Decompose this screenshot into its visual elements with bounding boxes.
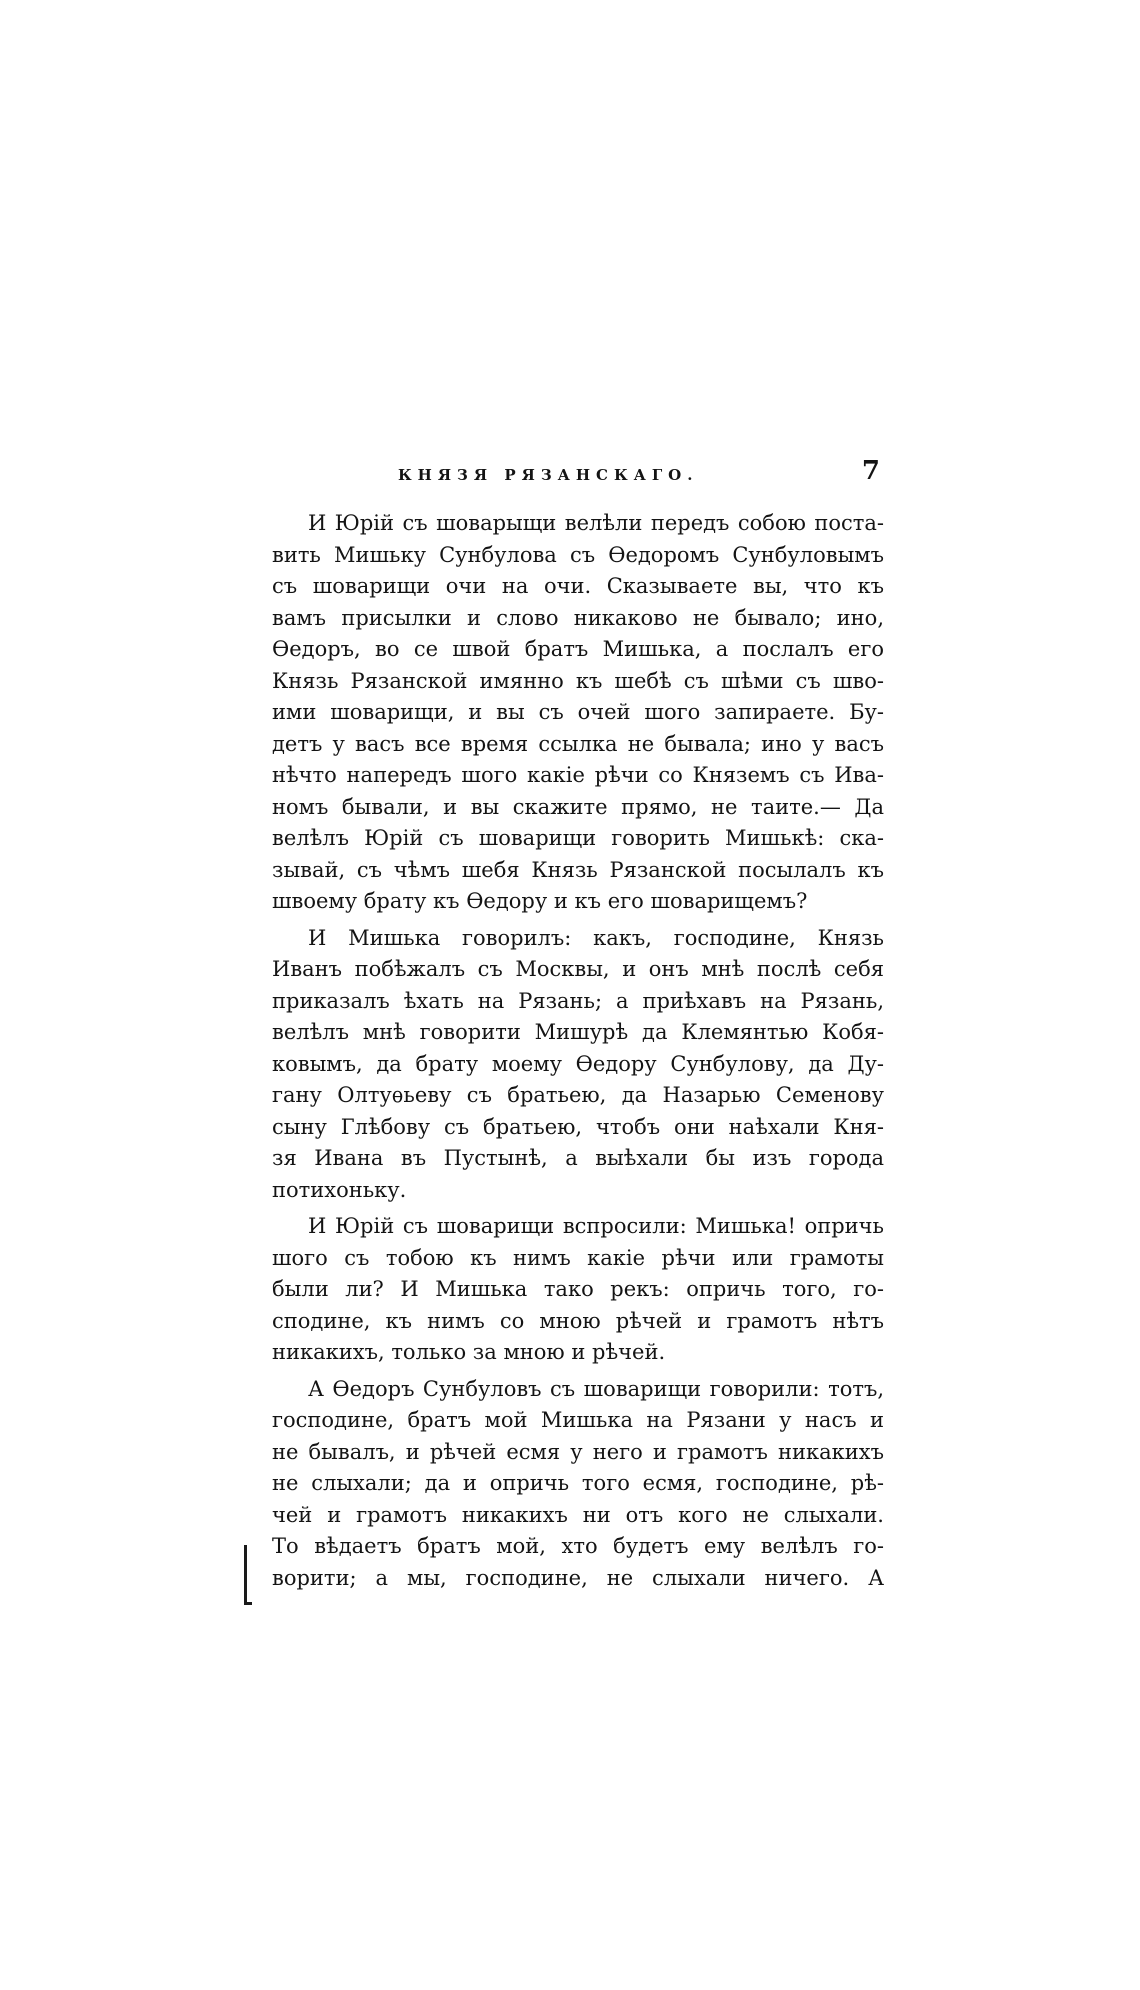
page-number: 7: [861, 456, 880, 486]
text-line: нѣчто напередъ шого какіе рѣчи со Княземъ съ Ива-: [272, 763, 884, 787]
text-line: были ли? И Мишька тако рекъ: опричь того, го-: [272, 1277, 884, 1301]
text-line: Иванъ побѣжалъ съ Москвы, и онъ мнѣ послѣ себя: [272, 957, 884, 981]
text-line: детъ у васъ все время ссылка не бывала; ино у васъ: [272, 731, 884, 756]
text-line: Князь Рязанской имянно къ шебѣ съ шѣми съ шво-: [272, 668, 884, 693]
text-line: Ѳедоръ, во се швой братъ Мишька, а послалъ его: [272, 637, 884, 661]
text-line: И Юрій съ шоварищи вспросили: Мишька! опричь: [308, 1214, 884, 1238]
running-title: КНЯЗЯ РЯЗАНСКАГО.: [398, 466, 699, 484]
text-line: никакихъ, только за мною и рѣчей.: [272, 1340, 666, 1364]
text-line: А Ѳедоръ Сунбуловъ съ шоварищи говорили: тотъ,: [308, 1376, 884, 1401]
text-line: не слыхали; да и опричь того есмя, господине, рѣ-: [272, 1471, 884, 1495]
text-line: швоему брату къ Ѳедору и къ его шоварищемъ?: [272, 889, 808, 913]
text-line: велѣлъ Юрій съ шоварищи говорить Мишькѣ: ска-: [272, 826, 884, 850]
text-line: господине, братъ мой Мишька на Рязани у насъ и: [272, 1408, 884, 1432]
text-line: То вѣдаетъ братъ мой, хто будетъ ему велѣлъ го-: [272, 1534, 884, 1558]
paragraph-2: [272, 923, 884, 1207]
text-line: ковымъ, да брату моему Ѳедору Сунбулову, да Ду-: [272, 1051, 884, 1076]
text-line: вамъ присылки и слово никаково не бывало; ино,: [272, 605, 884, 630]
text-line: ими шоварищи, и вы съ очей шого запираете. Бу-: [272, 700, 884, 724]
text-line: И Мишька говорилъ: какъ, господине, Князь: [308, 925, 884, 950]
text-line: номъ бывали, и вы скажите прямо, не таите.— Да: [272, 794, 884, 819]
text-line: не бывалъ, и рѣчей есмя у него и грамотъ никакихъ: [272, 1439, 884, 1464]
text-line: шого съ тобою къ нимъ какіе рѣчи или грамоты: [272, 1245, 884, 1270]
margin-mark: [244, 1545, 247, 1605]
text-line: съ шоварищи очи на очи. Сказываете вы, что къ: [272, 574, 884, 598]
text-line: приказалъ ѣхать на Рязань; а приѣхавъ на Рязань,: [272, 988, 884, 1013]
text-line: гану Олтуѳьеву съ братьею, да Назарью Семенову: [272, 1083, 884, 1107]
text-line: зя Ивана въ Пустынѣ, а выѣхали бы изъ города: [272, 1146, 884, 1170]
body-text: [272, 508, 884, 1599]
text-line: сподине, къ нимъ со мною рѣчей и грамотъ нѣтъ: [272, 1308, 884, 1333]
paragraph-4: [272, 1374, 884, 1595]
text-line: велѣлъ мнѣ говорити Мишурѣ да Клемянтью Кобя-: [272, 1020, 884, 1044]
text-line: зывай, съ чѣмъ шебя Князь Рязанской посылалъ къ: [272, 857, 884, 882]
text-line: вить Мишьку Сунбулова съ Ѳедоромъ Сунбуловымъ: [272, 542, 884, 567]
paragraph-3: [272, 1211, 884, 1369]
text-line: потихоньку.: [272, 1177, 407, 1202]
paragraph-1: [272, 508, 884, 918]
margin-mark-foot: [244, 1602, 252, 1605]
text-line: чей и грамотъ никакихъ ни отъ кого не слыхали.: [272, 1502, 884, 1527]
text-line: сыну Глѣбову съ братьею, чтобъ они наѣхали Кня-: [272, 1114, 884, 1139]
text-line: ворити; а мы, господине, не слыхали ничего. А: [272, 1565, 884, 1590]
text-line: И Юрій съ шоварыщи велѣли передъ собою поста-: [308, 511, 884, 535]
running-head: [398, 456, 880, 492]
